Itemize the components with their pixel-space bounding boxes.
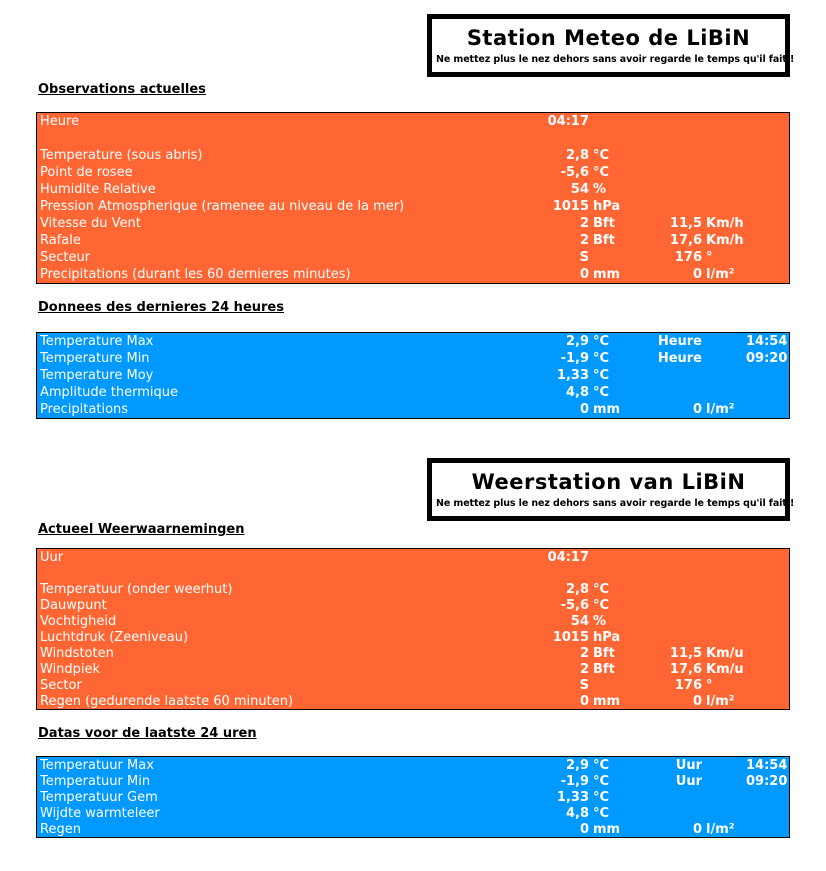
unit-2: Km/u	[706, 661, 744, 677]
banner-subtitle-dutch: Ne mettez plus le nez dehors sans avoir regarde le temps qu'il fait !	[436, 498, 795, 509]
unit-1: °C	[593, 773, 610, 789]
value-1: 4,8	[565, 385, 589, 400]
unit-1: mm	[593, 821, 621, 837]
value-2: 0	[692, 267, 702, 282]
value-2: Uur	[675, 757, 702, 773]
unit-2: l/m²	[706, 402, 735, 417]
table-row	[37, 677, 789, 693]
value-1: -5,6	[560, 597, 589, 613]
unit-1: hPa	[593, 199, 621, 214]
unit-1: °C	[593, 385, 610, 400]
value-1: 0	[579, 267, 589, 282]
unit-1: °C	[593, 351, 610, 366]
unit-1: mm	[593, 402, 621, 417]
table-row	[37, 613, 789, 629]
heading-actueel-weerwaarnemingen: Actueel Weerwaarnemingen	[38, 522, 245, 537]
row-label: Temperatuur (onder weerhut)	[40, 581, 233, 597]
value-1: 2,8	[565, 581, 589, 597]
table-row	[37, 629, 789, 645]
value-1: 2	[579, 661, 589, 677]
table-row	[37, 266, 789, 283]
table-row	[37, 401, 789, 418]
table-row	[37, 549, 789, 565]
value-1: 2	[579, 216, 589, 231]
row-label: Precipitations (durant les 60 dernieres minutes)	[40, 267, 351, 282]
table-row	[37, 113, 789, 130]
unit-1: mm	[593, 693, 621, 709]
table-row	[37, 181, 789, 198]
table-actueel-weerwaarnemingen	[36, 548, 790, 710]
unit-1: °C	[593, 148, 610, 163]
unit-1: %	[593, 613, 607, 629]
table-row	[37, 565, 789, 581]
unit-2: l/m²	[706, 267, 735, 282]
value-1: 2,8	[565, 148, 589, 163]
table-row	[37, 384, 789, 401]
banner-subtitle-french: Ne mettez plus le nez dehors sans avoir regarde le temps qu'il fait !	[436, 54, 795, 65]
weather-page	[36, 14, 795, 838]
banner-title-french: Station Meteo de LiBiN	[466, 26, 751, 50]
row-label: Pression Atmospherique (ramenee au niveau de la mer)	[40, 199, 405, 214]
row-label: Heure	[40, 114, 80, 129]
row-label: Temperature (sous abris)	[40, 148, 203, 163]
table-row	[37, 198, 789, 215]
row-label: Temperatuur Max	[40, 757, 154, 773]
station-banner-french	[427, 14, 795, 77]
value-2: 176	[674, 677, 702, 693]
value-1: 1015	[552, 629, 589, 645]
value-2: Uur	[675, 773, 702, 789]
row-label: Vitesse du Vent	[40, 216, 141, 231]
table-row	[37, 367, 789, 384]
row-label: Uur	[40, 549, 64, 565]
row-label: Windpiek	[40, 661, 101, 677]
table-row	[37, 693, 789, 709]
table-observations-actuelles	[36, 112, 790, 284]
value-2: 176	[674, 250, 702, 265]
unit-1: °C	[593, 805, 610, 821]
value-2: 0	[692, 693, 702, 709]
unit-1: Bft	[593, 661, 615, 677]
table-row	[37, 645, 789, 661]
heading-observations-actuelles: Observations actuelles	[38, 82, 206, 97]
value-2: 0	[692, 402, 702, 417]
row-label: Windstoten	[40, 645, 114, 661]
table-row	[37, 249, 789, 266]
row-label: Temperatuur Min	[40, 773, 151, 789]
value-1: 04:17	[547, 114, 589, 129]
value-2: 0	[692, 821, 702, 837]
row-label: Regen	[40, 821, 81, 837]
time-value: 14:54	[746, 334, 788, 349]
value-1: 2,9	[565, 757, 589, 773]
table-dernieres-24-heures	[36, 332, 790, 419]
heading-dernieres-24-heures: Donnees des dernieres 24 heures	[38, 300, 284, 315]
row-label: Temperatuur Gem	[40, 789, 158, 805]
unit-1: Bft	[593, 233, 615, 248]
row-label: Humidite Relative	[40, 182, 156, 197]
value-1: 2,9	[565, 334, 589, 349]
table-row	[37, 805, 789, 821]
unit-1: °C	[593, 757, 610, 773]
unit-1: °C	[593, 597, 610, 613]
unit-2: °	[706, 677, 713, 693]
unit-2: l/m²	[706, 693, 735, 709]
unit-2: Km/h	[706, 216, 744, 231]
value-1: 0	[579, 402, 589, 417]
table-row	[37, 164, 789, 181]
table-laatste-24-uren	[36, 756, 790, 838]
row-label: Amplitude thermique	[40, 385, 178, 400]
table-row	[37, 597, 789, 613]
unit-1: °C	[593, 165, 610, 180]
value-2: 17,6	[669, 661, 702, 677]
row-label: Precipitations	[40, 402, 129, 417]
station-banner-dutch	[427, 458, 795, 521]
value-1: -1,9	[560, 351, 589, 366]
value-1: 0	[579, 821, 589, 837]
unit-1: %	[593, 182, 607, 197]
row-label: Rafale	[40, 233, 81, 248]
value-1: 2	[579, 645, 589, 661]
value-1: 4,8	[565, 805, 589, 821]
unit-2: Km/u	[706, 645, 744, 661]
table-row	[37, 581, 789, 597]
unit-2: l/m²	[706, 821, 735, 837]
time-value: 09:20	[746, 773, 788, 789]
value-1: 1,33	[556, 789, 589, 805]
value-1: 1015	[552, 199, 589, 214]
value-2: 11,5	[669, 645, 702, 661]
table-row	[37, 333, 789, 350]
table-row	[37, 232, 789, 249]
value-1: 2	[579, 233, 589, 248]
unit-1: Bft	[593, 216, 615, 231]
unit-1: °C	[593, 581, 610, 597]
unit-1: mm	[593, 267, 621, 282]
row-label: Temperature Min	[40, 351, 150, 366]
table-row	[37, 821, 789, 837]
table-row	[37, 773, 789, 789]
value-1: 54	[570, 613, 589, 629]
unit-1: °C	[593, 789, 610, 805]
value-1: S	[579, 250, 589, 265]
time-value: 14:54	[746, 757, 788, 773]
row-label: Dauwpunt	[40, 597, 107, 613]
value-1: 1,33	[556, 368, 589, 383]
row-label: Point de rosee	[40, 165, 133, 180]
unit-1: hPa	[593, 629, 621, 645]
value-2: 11,5	[669, 216, 702, 231]
table-row	[37, 215, 789, 232]
row-label: Sector	[40, 677, 82, 693]
row-label: Wijdte warmteleer	[40, 805, 160, 821]
value-2: Heure	[657, 334, 702, 349]
value-1: -1,9	[560, 773, 589, 789]
row-label: Regen (gedurende laatste 60 minuten)	[40, 693, 294, 709]
table-row	[37, 789, 789, 805]
value-1: S	[579, 677, 589, 693]
value-1: 0	[579, 693, 589, 709]
unit-1: °C	[593, 334, 610, 349]
unit-2: Km/h	[706, 233, 744, 248]
row-label: Temperature Moy	[40, 368, 154, 383]
table-row	[37, 661, 789, 677]
table-row	[37, 350, 789, 367]
table-row	[37, 757, 789, 773]
value-2: Heure	[657, 351, 702, 366]
value-1: 54	[570, 182, 589, 197]
time-value: 09:20	[746, 351, 788, 366]
unit-1: °C	[593, 368, 610, 383]
value-1: -5,6	[560, 165, 589, 180]
row-label: Luchtdruk (Zeeniveau)	[40, 629, 189, 645]
heading-laatste-24-uren: Datas voor de laatste 24 uren	[38, 726, 257, 741]
row-label: Temperature Max	[40, 334, 154, 349]
unit-2: °	[706, 250, 713, 265]
unit-1: Bft	[593, 645, 615, 661]
row-label: Secteur	[40, 250, 91, 265]
banner-title-dutch: Weerstation van LiBiN	[471, 470, 746, 494]
value-2: 17,6	[669, 233, 702, 248]
table-row	[37, 130, 789, 147]
value-1: 04:17	[547, 549, 589, 565]
row-label: Vochtigheid	[40, 613, 117, 629]
table-row	[37, 147, 789, 164]
